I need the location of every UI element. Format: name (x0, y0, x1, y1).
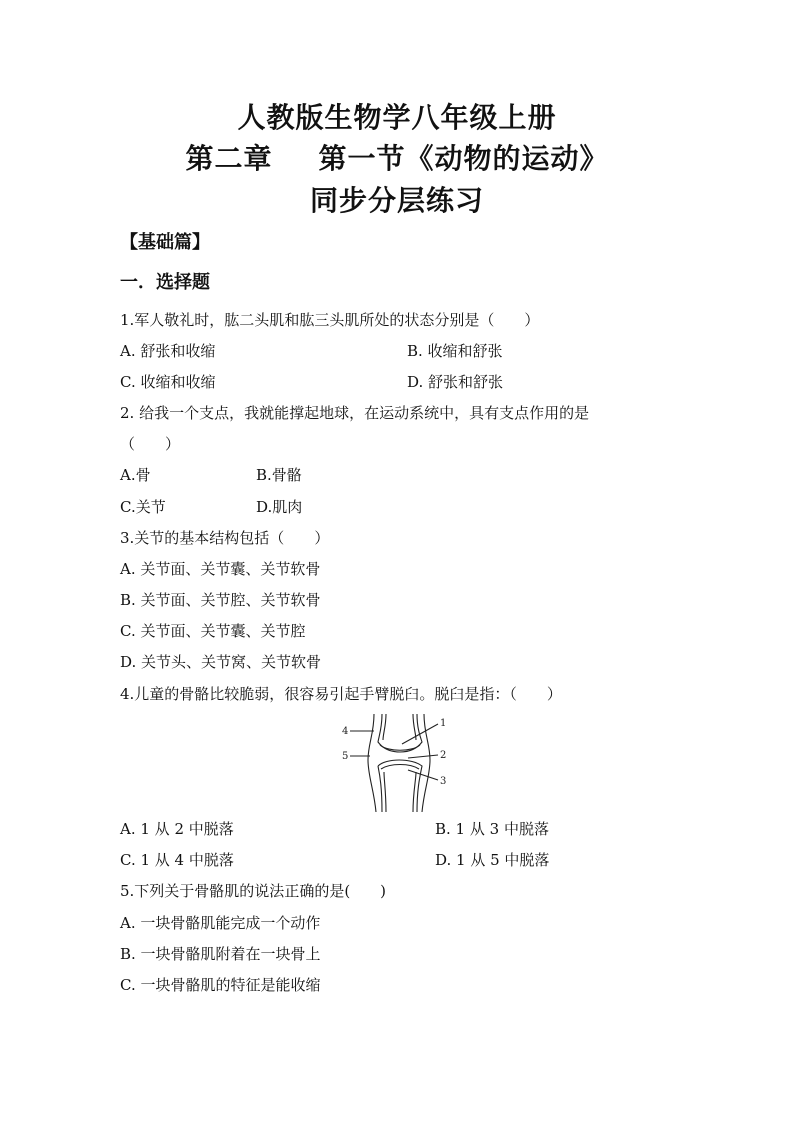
question-5-option-b: B. 一块骨骼肌附着在一块骨上 (120, 945, 321, 963)
figure-label-3: 3 (440, 776, 447, 787)
figure-label-4: 4 (342, 726, 349, 737)
level-label: 【基础篇】 (120, 232, 210, 253)
chapter-title (0, 141, 794, 177)
question-3-option-b: B. 关节面、关节腔、关节软骨 (120, 591, 321, 609)
upper-bone-inner-left (383, 714, 386, 740)
question-1-option-a: A. 舒张和收缩 (120, 342, 216, 360)
document-title: 人教版生物学八年级上册 (237, 101, 557, 134)
question-3-option-d: D. 关节头、关节窝、关节软骨 (120, 653, 322, 671)
question-2-option-b: B.骨骼 (256, 466, 302, 484)
section-title: 第一节《动物的运动》 (318, 142, 609, 175)
question-3-option-a: A. 关节面、关节囊、关节软骨 (120, 560, 321, 578)
question-4-option-d: D. 1 从 5 中脱落 (435, 851, 550, 869)
question-4-option-c: C. 1 从 4 中脱落 (120, 851, 234, 869)
question-3-option-c: C. 关节面、关节囊、关节腔 (120, 622, 306, 640)
document-subtitle: 同步分层练习 (309, 184, 484, 217)
question-2-stem-continued: （ ） (120, 435, 181, 453)
lower-bone-inner-left (384, 772, 386, 812)
lower-bone-left (378, 766, 382, 812)
chapter-label: 第二章 (185, 142, 273, 175)
part-heading: 一．选择题 (120, 272, 210, 293)
leader-line-1 (402, 724, 438, 744)
question-3-stem: 3.关节的基本结构包括（ ） (120, 529, 330, 547)
question-5-option-c: C. 一块骨骼肌的特征是能收缩 (120, 976, 321, 994)
question-4-stem: 4.儿童的骨骼比较脆弱，很容易引起手臂脱臼。脱臼是指：（ ） (120, 685, 562, 703)
question-1-option-b: B. 收缩和舒张 (407, 342, 503, 360)
question-2-option-c: C.关节 (120, 498, 166, 516)
question-1-stem: 1.军人敬礼时，肱二头肌和肱三头肌所处的状态分别是（ ） (120, 311, 540, 329)
question-2-option-a: A.骨 (120, 466, 151, 484)
question-4-option-b: B. 1 从 3 中脱落 (435, 820, 549, 838)
joint-diagram (338, 712, 454, 814)
articular-cartilage-lower (381, 765, 419, 770)
leader-line-2 (408, 755, 438, 758)
capsule-left (368, 714, 376, 812)
question-1-option-c: C. 收缩和收缩 (120, 373, 216, 391)
question-5-stem: 5.下列关于骨骼肌的说法正确的是( ) (120, 882, 387, 900)
figure-label-5: 5 (342, 751, 349, 762)
lower-bone-inner-right (413, 772, 416, 812)
question-2-stem: 2. 给我一个支点，我就能撑起地球，在运动系统中，具有支点作用的是 (120, 404, 590, 422)
question-2-option-d: D.肌肉 (256, 498, 303, 516)
figure-label-2: 2 (440, 750, 447, 761)
question-1-option-d: D. 舒张和舒张 (407, 373, 504, 391)
question-4-option-a: A. 1 从 2 中脱落 (120, 820, 234, 838)
leader-line-3 (408, 770, 438, 780)
figure-label-1: 1 (440, 718, 447, 729)
question-5-option-a: A. 一块骨骼肌能完成一个动作 (120, 914, 321, 932)
